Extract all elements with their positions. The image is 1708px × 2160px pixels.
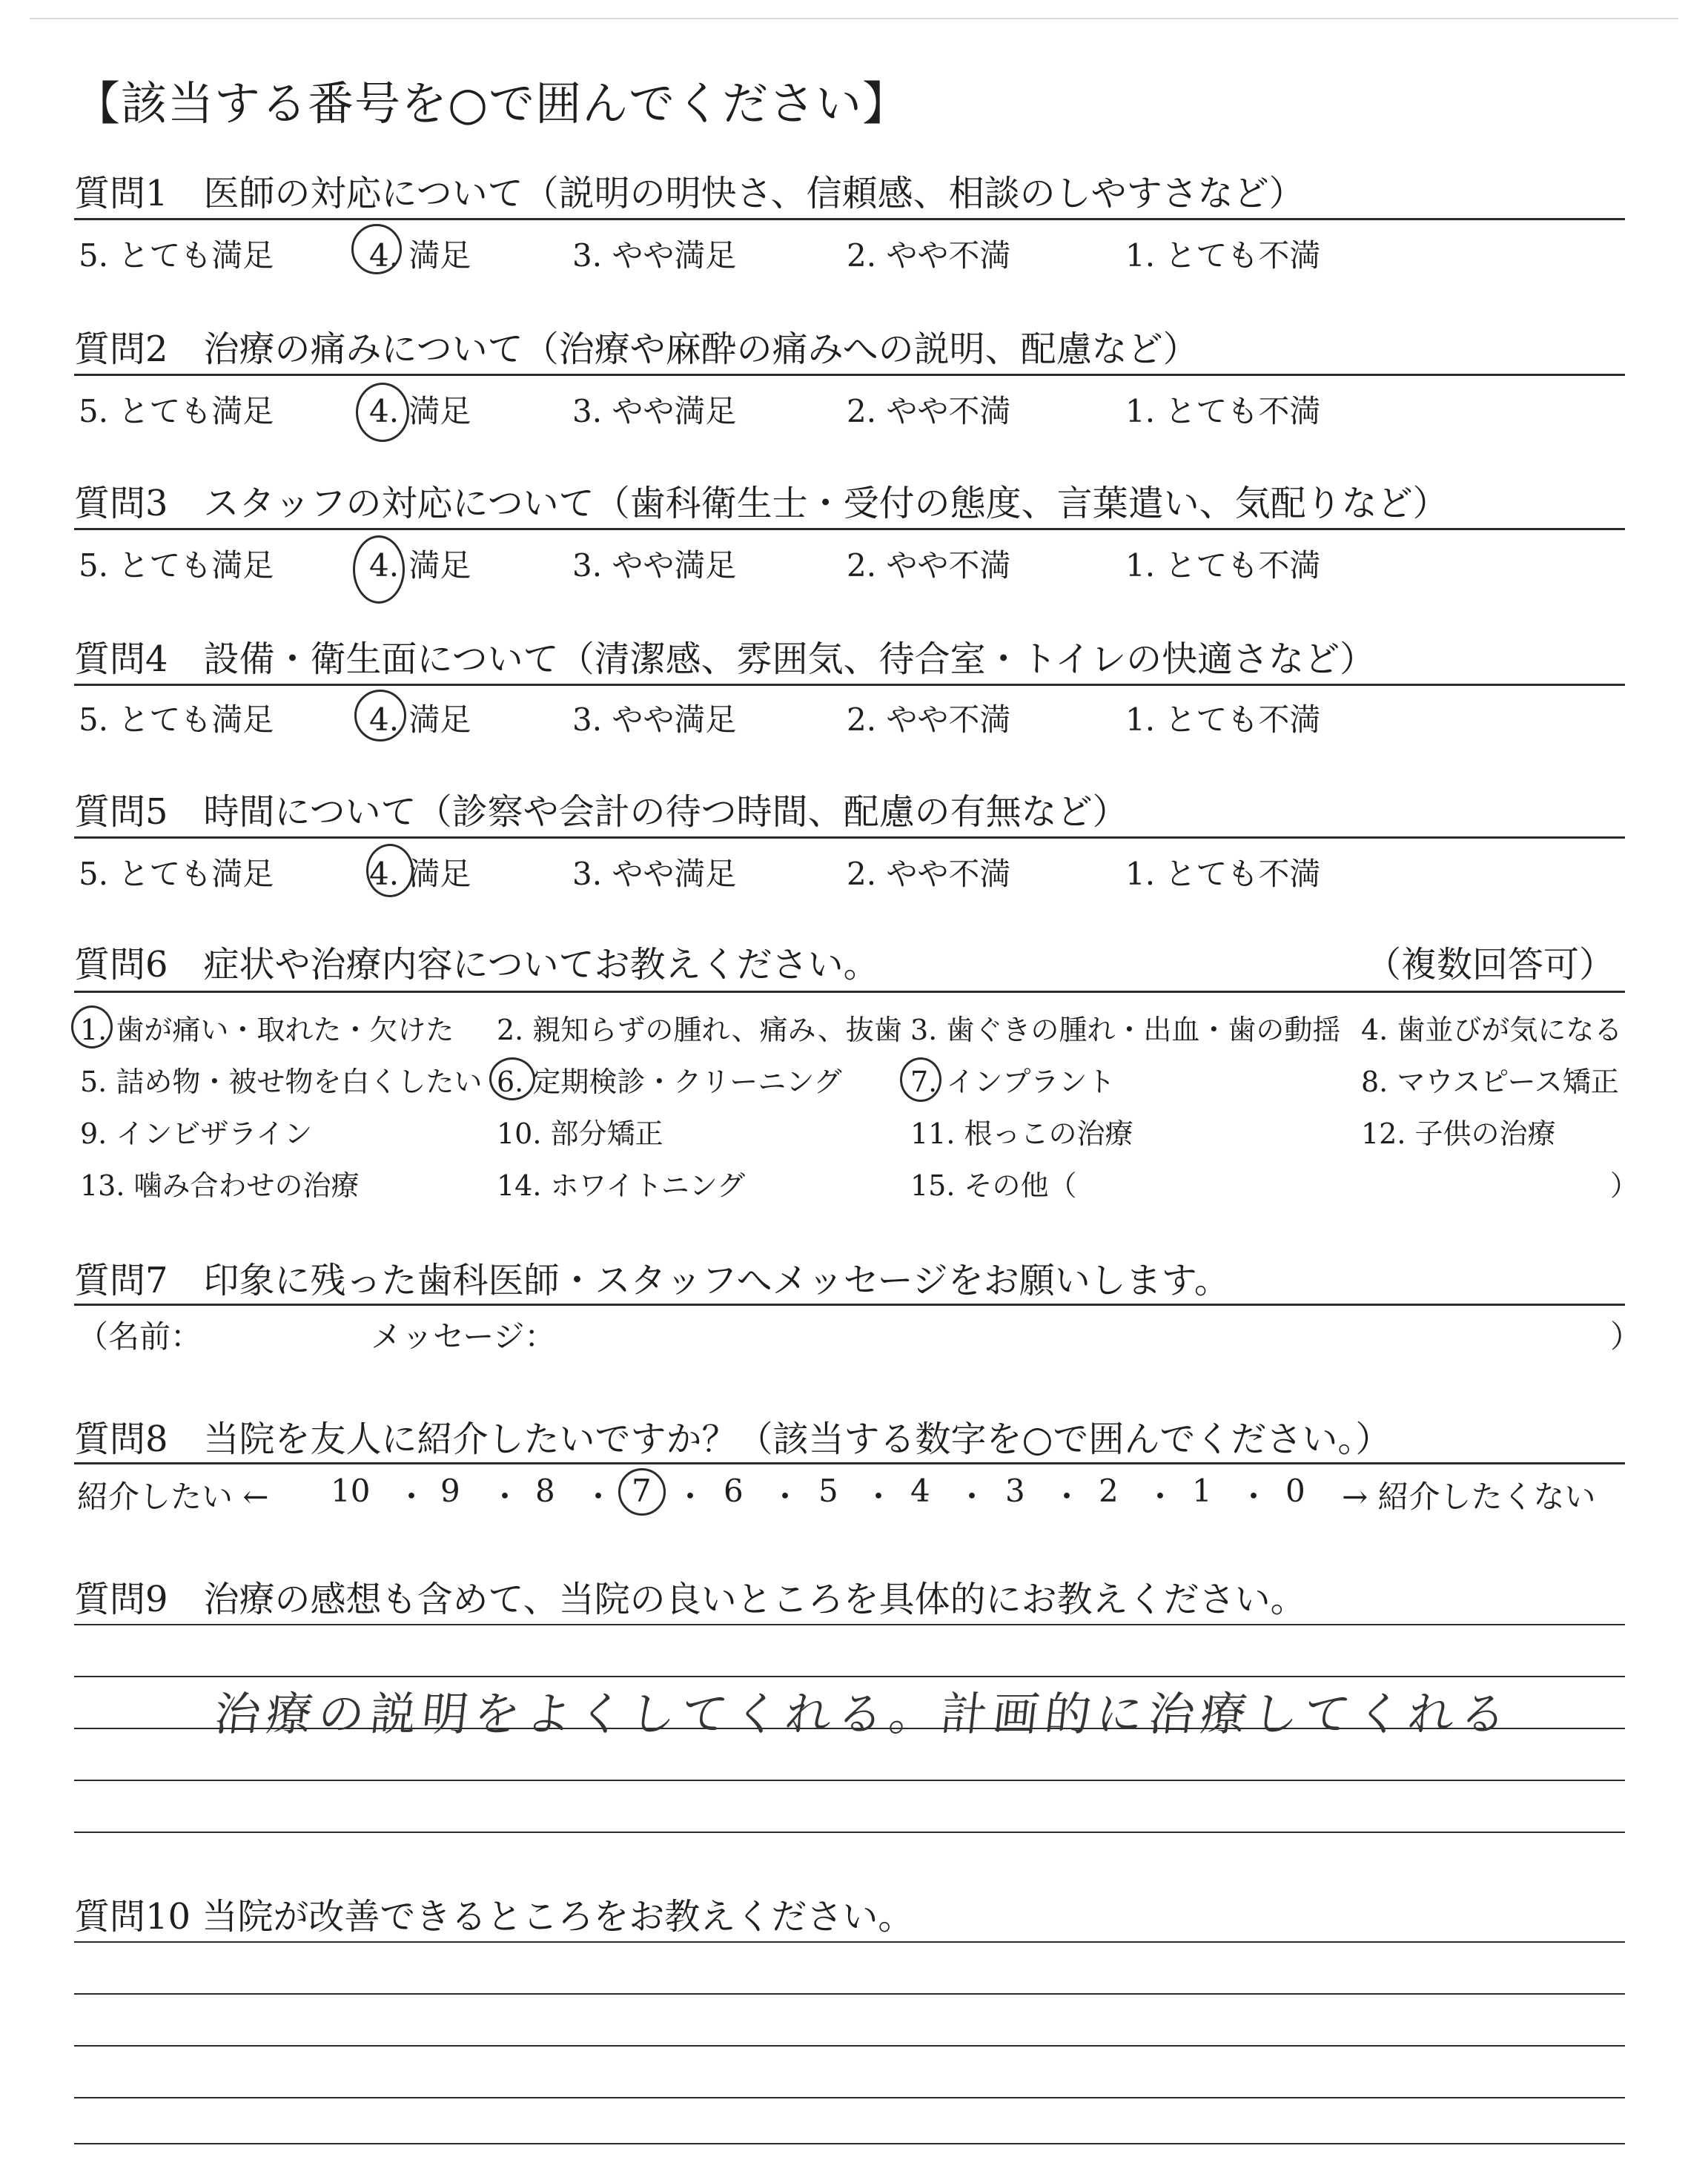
q8-dot: ・ [489,1479,521,1515]
q5-option-1[interactable]: 1. とても不満 [1125,856,1321,892]
q6-option-5[interactable]: 5. 詰め物・被せ物を白くしたい [80,1066,483,1098]
q8-selected-circle [618,1468,666,1516]
q10-answer-line-2 [74,1993,1625,1995]
q2-option-3[interactable]: 3. やや満足 [572,393,737,429]
question-1-rule [74,218,1625,220]
q8-score-7[interactable]: 7 [632,1473,652,1509]
question-6-note: （複数回答可） [1366,944,1615,985]
question-9-title: 質問9 治療の感想も含めて、当院の良いところを具体的にお教えください。 [74,1579,1306,1620]
question-4-rule [74,684,1625,686]
q3-option-3[interactable]: 3. やや満足 [572,547,737,584]
q8-dot: ・ [1051,1479,1083,1515]
q8-dot: ・ [769,1479,801,1515]
q6-option-3[interactable]: 3. 歯ぐきの腫れ・出血・歯の動揺 [910,1014,1341,1046]
q6-option-4[interactable]: 4. 歯並びが気になる [1361,1014,1623,1046]
q6-option-11[interactable]: 11. 根っこの治療 [910,1117,1133,1150]
question-6-rule [74,991,1625,993]
q8-left-label: 紹介したい ← [77,1479,269,1515]
question-3-title: 質問3 スタッフの対応について（歯科衛生士・受付の態度、言葉遣い、気配りなど） [74,483,1449,524]
q5-selected-circle [366,844,414,897]
q8-score-9[interactable]: 9 [440,1473,460,1509]
form-header: 【該当する番号を○で囲んでください】 [74,76,910,131]
q6-option-15-close: ） [1610,1169,1639,1202]
q8-dot: ・ [396,1479,428,1515]
q4-option-3[interactable]: 3. やや満足 [572,701,737,738]
q8-dot: ・ [583,1479,615,1515]
q6-option-10[interactable]: 10. 部分矯正 [497,1117,663,1150]
q6-option-9[interactable]: 9. インビザライン [80,1117,313,1150]
q10-answer-line-4 [74,2097,1625,2098]
q1-option-2[interactable]: 2. やや不満 [847,237,1011,274]
q6-option-12[interactable]: 12. 子供の治療 [1361,1117,1556,1150]
q3-option-2[interactable]: 2. やや不満 [847,547,1011,584]
q8-score-2[interactable]: 2 [1099,1473,1119,1509]
question-7-rule [74,1304,1625,1306]
q5-option-2[interactable]: 2. やや不満 [847,856,1011,892]
question-7-title: 質問7 印象に残った歯科医師・スタッフへメッセージをお願いします。 [74,1260,1230,1301]
q8-score-0[interactable]: 0 [1285,1473,1305,1509]
q8-dot: ・ [956,1479,988,1515]
q8-right-label: → 紹介したくない [1342,1479,1596,1515]
question-2-title: 質問2 治療の痛みについて（治療や麻酔の痛みへの説明、配慮など） [74,328,1199,370]
q6-option-14[interactable]: 14. ホワイトニング [497,1169,746,1202]
q8-score-10[interactable]: 10 [331,1473,371,1509]
question-5-title: 質問5 時間について（診察や会計の待つ時間、配慮の有無など） [74,791,1128,833]
q3-option-1[interactable]: 1. とても不満 [1125,547,1321,584]
q10-answer-line-5 [74,2143,1625,2144]
q6-option-1[interactable]: 1. 歯が痛い・取れた・欠けた [80,1014,454,1046]
q10-answer-line-3 [74,2045,1625,2047]
q4-option-5[interactable]: 5. とても満足 [79,701,274,738]
q4-option-1[interactable]: 1. とても不満 [1125,701,1321,738]
q8-score-8[interactable]: 8 [535,1473,555,1509]
q10-answer-line-1 [74,1941,1625,1943]
q9-answer-line-5 [74,1832,1625,1833]
q3-option-4[interactable]: 4. 満足 [369,547,471,584]
q1-option-5[interactable]: 5. とても満足 [79,237,274,274]
q8-score-1[interactable]: 1 [1192,1473,1212,1509]
question-3-rule [74,528,1625,530]
q1-option-3[interactable]: 3. やや満足 [572,237,737,274]
q1-option-1[interactable]: 1. とても不満 [1125,237,1321,274]
q2-option-1[interactable]: 1. とても不満 [1125,393,1321,429]
q9-answer-line-4 [74,1780,1625,1781]
q8-score-6[interactable]: 6 [724,1473,744,1509]
q2-option-4[interactable]: 4. 満足 [369,393,471,429]
q2-option-2[interactable]: 2. やや不満 [847,393,1011,429]
question-8-rule [74,1462,1625,1464]
q8-dot: ・ [863,1479,895,1515]
q1-option-4[interactable]: 4. 満足 [369,237,471,274]
q6-option-2[interactable]: 2. 親知らずの腫れ、痛み、抜歯 [497,1014,902,1046]
q6-option-7[interactable]: 7. インプラント [910,1066,1116,1098]
q7-name-label: （名前： [77,1318,202,1355]
q5-option-5[interactable]: 5. とても満足 [79,856,274,892]
question-2-rule [74,374,1625,376]
scan-top-edge [30,18,1678,19]
q4-option-2[interactable]: 2. やや不満 [847,701,1011,738]
q6-option-13[interactable]: 13. 噛み合わせの治療 [80,1169,360,1202]
q6-option-6[interactable]: 6. 定期検診・クリーニング [497,1066,842,1098]
question-5-rule [74,836,1625,839]
q8-score-3[interactable]: 3 [1005,1473,1025,1509]
q8-dot: ・ [675,1479,706,1515]
q3-option-5[interactable]: 5. とても満足 [79,547,274,584]
question-8-title: 質問8 当院を友人に紹介したいですか？（該当する数字を○で囲んでください。） [74,1418,1391,1460]
q8-score-5[interactable]: 5 [818,1473,838,1509]
question-10-title: 質問10 当院が改善できるところをお教えください。 [74,1896,914,1938]
q5-option-4[interactable]: 4. 満足 [369,856,471,892]
question-1-title: 質問1 医師の対応について（説明の明快さ、信頼感、相談のしやすさなど） [74,173,1305,214]
q6-selected-circle-1 [71,1005,113,1048]
q8-score-4[interactable]: 4 [910,1473,930,1509]
q6-selected-circle-7 [900,1057,941,1102]
q4-option-4[interactable]: 4. 満足 [369,701,471,738]
q9-handwritten-answer[interactable]: 治療の説明をよくしてくれる。計画的に治療してくれる [211,1687,1515,1741]
q7-close-paren: ） [1610,1318,1642,1355]
q2-selected-circle [356,383,409,442]
q8-dot: ・ [1238,1479,1270,1515]
q1-selected-circle [351,224,402,274]
q4-selected-circle [354,690,406,742]
q2-option-5[interactable]: 5. とても満足 [79,393,274,429]
q6-selected-circle-6 [489,1057,535,1100]
q9-answer-line-1 [74,1624,1625,1625]
q6-option-15[interactable]: 15. その他（ [910,1169,1077,1202]
q6-option-8[interactable]: 8. マウスピース矯正 [1361,1066,1619,1098]
question-4-title: 質問4 設備・衛生面について（清潔感、雰囲気、待合室・トイレの快適さなど） [74,638,1376,680]
q8-dot: ・ [1145,1479,1176,1515]
question-6-title: 質問6 症状や治療内容についてお教えください。 [74,944,879,985]
q7-message-label: メッセージ： [371,1318,556,1355]
q3-selected-circle [353,535,405,604]
q5-option-3[interactable]: 3. やや満足 [572,856,737,892]
